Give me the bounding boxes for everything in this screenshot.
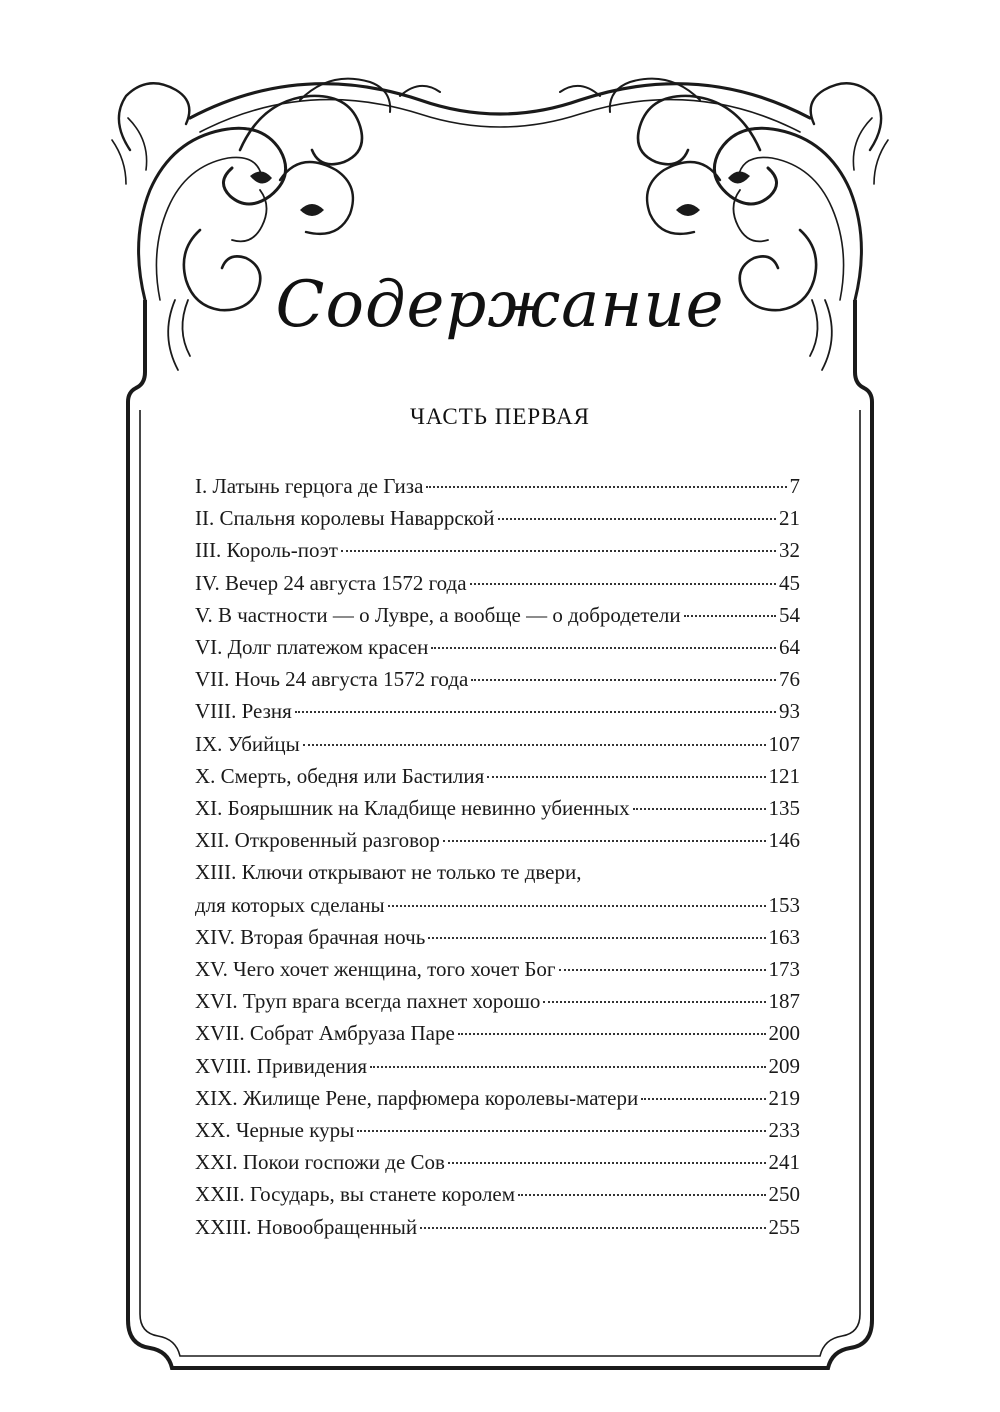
dot-leader (448, 1162, 766, 1164)
toc-entry-title: XVIII. Привидения (195, 1053, 368, 1078)
toc-entry-page-number: 250 (768, 1182, 800, 1207)
toc-entry-page-number: 233 (768, 1118, 800, 1143)
toc-entry-title: XVI. Труп врага всегда пахнет хорошо (195, 989, 541, 1014)
toc-entry-title: XVII. Собрат Амбруаза Паре (195, 1021, 455, 1046)
baroque-ornament (0, 0, 1000, 420)
toc-entry-page-number: 146 (768, 828, 800, 853)
dot-leader (357, 1130, 765, 1132)
toc-entry[interactable] (195, 792, 800, 824)
toc-entry-title-first-line: XIII. Ключи открывают не только те двери, (195, 860, 582, 885)
toc-entry-page-number: 200 (768, 1021, 800, 1046)
toc-entry-page-number: 255 (768, 1214, 800, 1239)
dot-leader (498, 518, 776, 520)
toc-entry[interactable] (195, 953, 800, 985)
dot-leader (295, 711, 776, 713)
dot-leader (633, 808, 766, 810)
toc-entry-page-number: 241 (768, 1150, 800, 1175)
toc-entry-page-number: 135 (768, 796, 800, 821)
toc-entry[interactable] (195, 856, 800, 920)
toc-entry-page-number: 173 (768, 957, 800, 982)
toc-entry-title: XII. Откровенный разговор (195, 828, 440, 853)
toc-entry-page-number: 163 (768, 924, 800, 949)
toc-entry[interactable] (195, 663, 800, 695)
toc-entry-title: XI. Боярышник на Кладбище невинно убиенных (195, 796, 630, 821)
toc-entry-title: для которых сделаны (195, 892, 385, 917)
toc-entry-page-number: 121 (768, 763, 800, 788)
toc-entry[interactable] (195, 1114, 800, 1146)
toc-entry[interactable] (195, 824, 800, 856)
dot-leader (559, 969, 766, 971)
toc-entry-title: XIX. Жилище Рене, парфюмера королевы-матери (195, 1085, 639, 1110)
toc-entry[interactable] (195, 1050, 800, 1082)
toc-entry-title: XXIII. Новообращенный (195, 1214, 418, 1239)
toc-entry[interactable] (195, 695, 800, 727)
dot-leader (341, 550, 776, 552)
toc-entry-title: III. Король-поэт (195, 538, 338, 563)
dot-leader (684, 615, 776, 617)
dot-leader (431, 647, 776, 649)
toc-entry[interactable] (195, 1211, 800, 1243)
dot-leader (487, 776, 765, 778)
dot-leader (370, 1066, 765, 1068)
toc-entry-page-number: 93 (779, 699, 800, 724)
dot-leader (388, 905, 766, 907)
dot-leader (458, 1033, 766, 1035)
dot-leader (420, 1227, 765, 1229)
toc-entry-page-number: 32 (779, 538, 800, 563)
toc-entry-page-number: 45 (779, 570, 800, 595)
dot-leader (426, 486, 786, 488)
toc-entry[interactable] (195, 631, 800, 663)
dot-leader (641, 1098, 765, 1100)
toc-entry-title: VIII. Резня (195, 699, 292, 724)
toc-entry[interactable] (195, 1146, 800, 1178)
toc-entry-title: IV. Вечер 24 августа 1572 года (195, 570, 467, 595)
toc-entry-title: V. В частности — о Лувре, а вообще — о добродетели (195, 602, 681, 627)
toc-entry-title: X. Смерть, обедня или Бастилия (195, 763, 485, 788)
toc-entry[interactable] (195, 728, 800, 760)
toc-entry-title: XIV. Вторая брачная ночь (195, 924, 426, 949)
toc-entry-title: XV. Чего хочет женщина, того хочет Бог (195, 957, 556, 982)
toc-entry-title: XX. Черные куры (195, 1118, 355, 1143)
toc-entry-page-number: 64 (779, 635, 800, 660)
dot-leader (543, 1001, 765, 1003)
toc-entry-page-number: 153 (768, 892, 800, 917)
toc-entry[interactable] (195, 921, 800, 953)
toc-entry-title: VI. Долг платежом красен (195, 635, 429, 660)
toc-entry[interactable] (195, 1178, 800, 1210)
toc-entry[interactable] (195, 1017, 800, 1049)
toc-entry[interactable] (195, 567, 800, 599)
toc-entry-page-number: 76 (779, 667, 800, 692)
dot-leader (471, 679, 776, 681)
toc-entry-title: VII. Ночь 24 августа 1572 года (195, 667, 469, 692)
dot-leader (470, 583, 776, 585)
page-title: Содержание (275, 268, 725, 342)
toc-entry-page-number: 21 (779, 506, 800, 531)
toc-entry-title: IX. Убийцы (195, 731, 300, 756)
dot-leader (303, 744, 766, 746)
toc-entry-page-number: 7 (789, 474, 800, 498)
section-title: ЧАСТЬ ПЕРВАЯ (409, 404, 591, 429)
toc-entry-page-number: 54 (779, 602, 800, 627)
toc-entry-title: I. Латынь герцога де Гиза (195, 474, 424, 498)
toc-entry-page-number: 187 (768, 989, 800, 1014)
dot-leader (428, 937, 765, 939)
toc-entry-title: XXI. Покои госпожи де Сов (195, 1150, 445, 1175)
toc-entry-page-number: 209 (768, 1053, 800, 1078)
toc-entry[interactable] (195, 985, 800, 1017)
dot-leader (518, 1194, 765, 1196)
toc-entry-page-number: 219 (768, 1085, 800, 1110)
toc-entry-title: XXII. Государь, вы станете королем (195, 1182, 516, 1207)
toc-entry[interactable] (195, 599, 800, 631)
toc-entry[interactable] (195, 760, 800, 792)
toc-entry-page-number: 107 (768, 731, 800, 756)
dot-leader (443, 840, 766, 842)
toc-entry[interactable] (195, 502, 800, 534)
toc-entry[interactable] (195, 1082, 800, 1114)
toc-entry[interactable] (195, 470, 800, 502)
toc-entry[interactable] (195, 534, 800, 566)
table-of-contents (195, 470, 800, 1243)
toc-entry-title: II. Спальня королевы Наваррской (195, 506, 495, 531)
